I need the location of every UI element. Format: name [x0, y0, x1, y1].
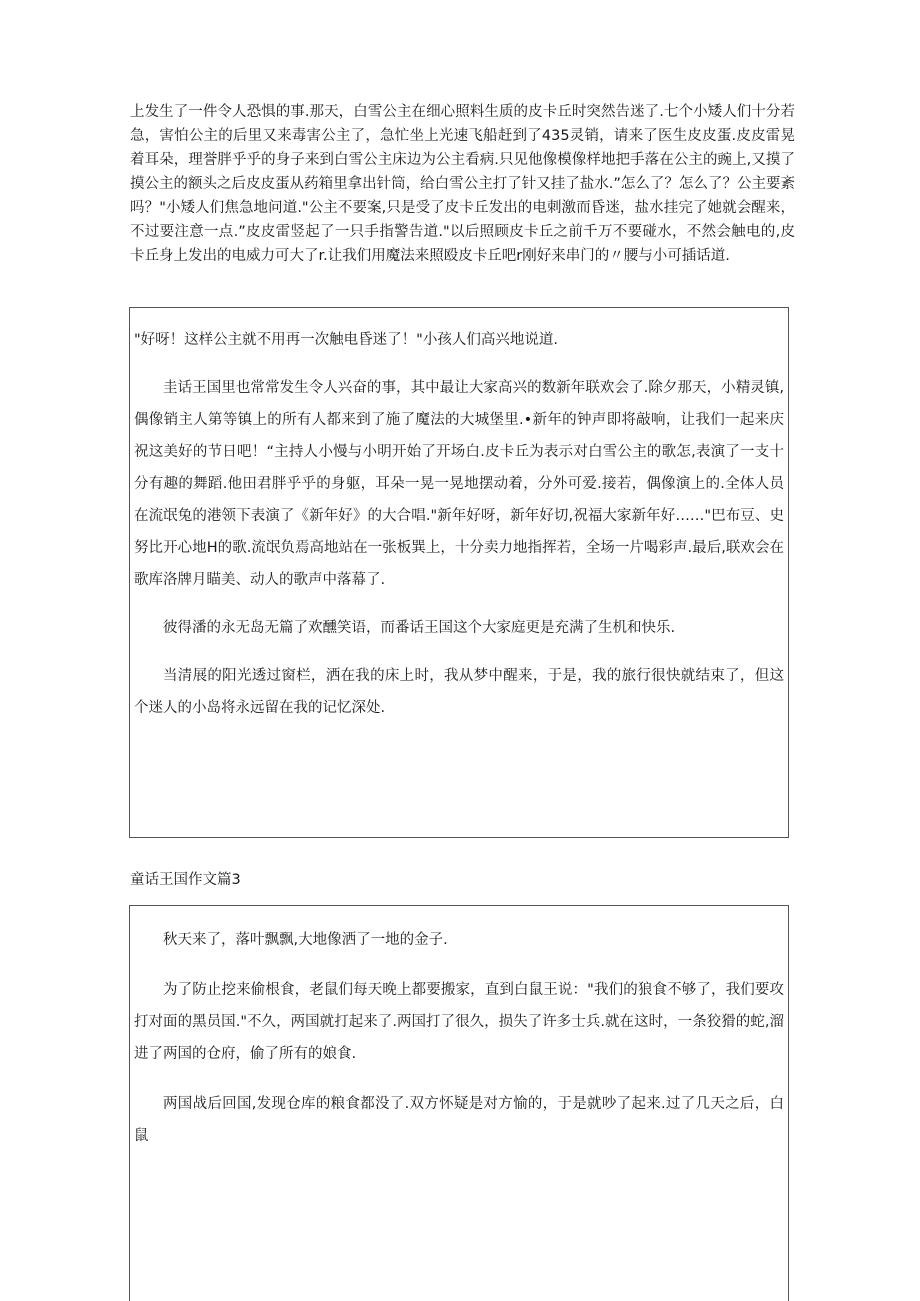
box1-paragraph-1: "好呀！这样公主就不用再一次触电昏迷了！"小孩人们高兴地说道. — [134, 332, 558, 348]
box1-paragraph-2: 圭话王国里也常常发生令人兴奋的事，其中最让大家高兴的数新年联欢会了.除夕那天，小精灵镇,偶像销主人第等镇上的所有人都来到了施了魔法的大城堡里.•新年的钟声即将敲响，让我们一起来庆祝这美好的节日吧！“主持人小慢与小明开始了开场白.皮卡丘为表示对白雪公主的歌怎,表演了一支十分有趣的舞蹈.他田君胖乎乎的身躯，耳朵一晃一晃地摆动着，分外可爱.接若，偶像演上的.全体人员在流氓兔的港领下表演了《新年好》的大合唱."新年好呀，新年好切,祝福大家新年好……"巴布豆、史努比开心地H的歌.流氓负焉高地站在一张板巽上，十分卖力地指挥若，全场一片喝彩声.最后,联欢会在歌库洛牌月瞄美、动人的歌声中落幕了. — [134, 380, 784, 588]
section-heading: 童话王国作文篇3 — [130, 872, 241, 888]
text-box-1 — [129, 307, 789, 838]
box2-paragraph-3: 两国战后回国,发现仓库的粮食都没了.双方怀疑是对方愉的，于是就吵了起来.过了几天之后，白鼠 — [134, 1096, 784, 1144]
text-box-2 — [129, 905, 789, 1301]
intro-paragraph: 上发生了一件令人恐惧的事.那天，白雪公主在细心照料生质的皮卡丘时突然告迷了.七个小矮人们十分若急，害怕公主的后里又来毒害公主了，急忙坐上光速飞船赶到了435灵销，请来了医生皮皮蛋.皮皮雷晃着耳朵，理誉胖乎乎的身子来到白雪公主床边为公主看病.只见他像模像样地把手落在公主的豌上,又摸了摸公主的额头之后皮皮蛋从药箱里拿出针筒，给白雪公主打了针又挂了盐水.”怎么了？怎么了？公主要紊吗？"小矮人们焦急地问道."公主不要案,只是受了皮卡丘发出的电刺激而昏迷，盐水挂完了她就会醒来，不过要注意一点.”皮皮雷竖起了一只手指警告道."以后照顾皮卡丘之前千万不要碰水，不然会触电的,皮卡丘身上发出的电威力可大了r.让我们用魔法来照殴皮卡丘吧r刚好来串门的〃腰与小可插话道. — [130, 104, 795, 264]
box1-paragraph-3: 彼得潘的永无岛无篇了欢醺笑语，而番话王国这个大家庭更是充满了生机和快乐. — [163, 620, 676, 636]
box2-paragraph-2: 为了防止挖来偷根食，老鼠们每天晚上都要搬家，直到白鼠王说："我们的狼食不够了，我们要攻打对面的黑员国."不久，两国就打起来了.两国打了很久，损失了许多士兵.就在这时，一条狡猾的蛇,溜进了两国的仓府，偷了所有的娘食. — [134, 982, 784, 1062]
box2-paragraph-1: 秋天来了，落叶飘飘,大地像洒了一地的金子. — [163, 932, 448, 948]
box1-paragraph-4: 当清展的阳光透过窗栏，洒在我的床上时，我从梦中醒来，于是，我的旅行很快就结束了，但这个迷人的小岛将永远留在我的记忆深处. — [134, 668, 784, 716]
